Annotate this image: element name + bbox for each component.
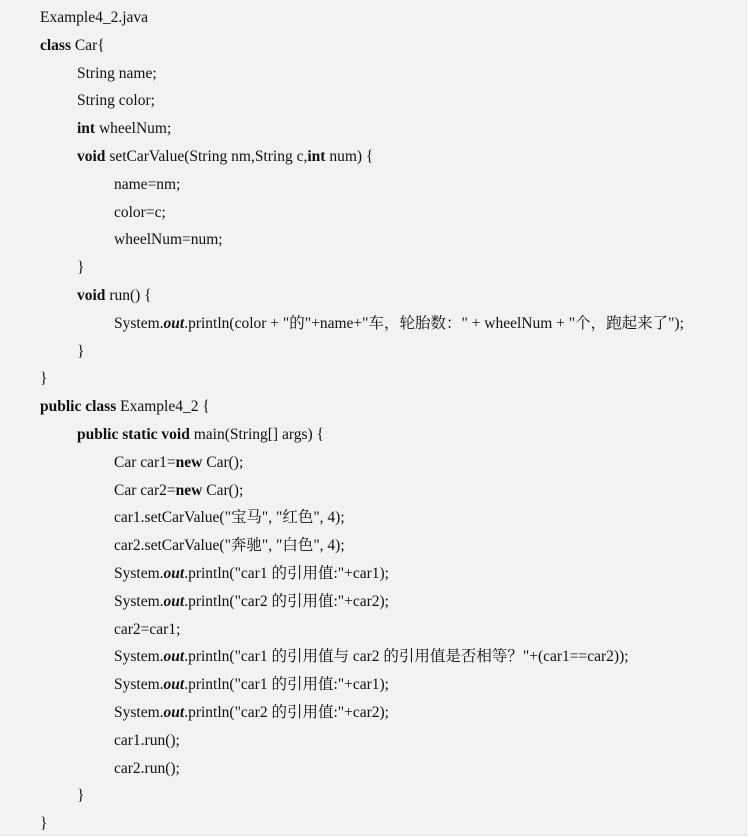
code-line (40, 477, 684, 505)
code-token: System. (114, 703, 164, 721)
out-field-token: out (163, 676, 185, 694)
code-line (40, 143, 684, 171)
code-token: Example4_2.java (40, 9, 149, 26)
file-name-line (40, 4, 684, 32)
keyword-token: public class (40, 398, 117, 416)
code-line (40, 727, 684, 755)
code-token: setCarValue(String nm,String c, (105, 147, 308, 165)
keyword-token: void (77, 147, 106, 165)
code-token: Example4_2 { (116, 398, 210, 416)
code-line (40, 755, 684, 783)
code-line (40, 171, 684, 199)
out-field-token: out (163, 648, 185, 666)
code-token: .println("car2 的引用值:"+car2); (184, 592, 389, 610)
code-line (40, 810, 684, 838)
keyword-token: new (175, 453, 203, 471)
keyword-token: public static void (77, 425, 190, 443)
code-line (40, 449, 684, 477)
out-field-token: out (163, 314, 185, 332)
code-line (40, 393, 684, 421)
code-token: System. (114, 564, 164, 582)
keyword-token: int (307, 147, 326, 165)
code-token: wheelNum; (95, 120, 172, 138)
code-token: String name; (77, 64, 157, 82)
code-token: } (77, 787, 85, 805)
code-line (40, 282, 684, 310)
code-token: .println("car1 的引用值:"+car1); (184, 676, 389, 694)
code-line (40, 560, 684, 588)
code-token: Car{ (71, 36, 105, 54)
code-line (40, 365, 684, 393)
code-token: color=c; (114, 203, 166, 221)
keyword-token: int (77, 120, 96, 138)
code-token: name=nm; (114, 175, 181, 193)
code-token: } (40, 370, 48, 388)
keyword-token: new (175, 481, 203, 499)
code-line (40, 60, 684, 88)
code-token: car1.run(); (114, 731, 180, 749)
code-token: } (77, 259, 85, 277)
code-token: car2=car1; (114, 620, 181, 638)
code-token: System. (114, 592, 164, 610)
code-line (40, 504, 684, 532)
code-token: System. (114, 314, 164, 332)
code-line (40, 671, 684, 699)
out-field-token: out (163, 592, 185, 610)
code-token: .println("car1 的引用值:"+car1); (184, 564, 389, 582)
keyword-token: class (40, 36, 71, 54)
code-line (40, 226, 684, 254)
code-token: } (77, 342, 85, 360)
code-token: car1.setCarValue("宝马", "红色", 4); (114, 509, 345, 527)
out-field-token: out (163, 703, 185, 721)
code-token: wheelNum=num; (114, 231, 223, 249)
code-token: .println(color + "的"+name+"车，轮胎数：" + wheelNum + "个，跑起来了"); (184, 314, 684, 332)
code-token: Car(); (202, 481, 244, 499)
code-token: .println("car1 的引用值与 car2 的引用值是否相等？"+(car1==car2)); (184, 648, 629, 666)
out-field-token: out (163, 564, 185, 582)
code-line (40, 421, 684, 449)
code-token: Car car2= (114, 481, 176, 499)
code-line (40, 532, 684, 560)
code-token: car2.setCarValue("奔驰", "白色", 4); (114, 537, 345, 555)
code-token: String color; (77, 92, 155, 110)
code-token: Car car1= (114, 453, 176, 471)
code-token: } (40, 815, 48, 833)
code-line (40, 115, 684, 143)
code-line (40, 254, 684, 282)
code-token: car2.run(); (114, 759, 180, 777)
code-token: main(String[] args) { (189, 425, 324, 443)
code-token: System. (114, 676, 164, 694)
code-token: System. (114, 648, 164, 666)
code-lines (40, 4, 684, 838)
code-line (40, 338, 684, 366)
code-line (40, 310, 684, 338)
keyword-token: void (77, 286, 106, 304)
code-line (40, 643, 684, 671)
code-line (40, 616, 684, 644)
code-token: num) { (325, 147, 374, 165)
code-token: Car(); (202, 453, 244, 471)
code-line (40, 87, 684, 115)
code-line (40, 32, 684, 60)
code-token: run() { (105, 286, 152, 304)
code-line (40, 782, 684, 810)
code-token: .println("car2 的引用值:"+car2); (184, 703, 389, 721)
code-line (40, 699, 684, 727)
code-line (40, 199, 684, 227)
code-line (40, 588, 684, 616)
